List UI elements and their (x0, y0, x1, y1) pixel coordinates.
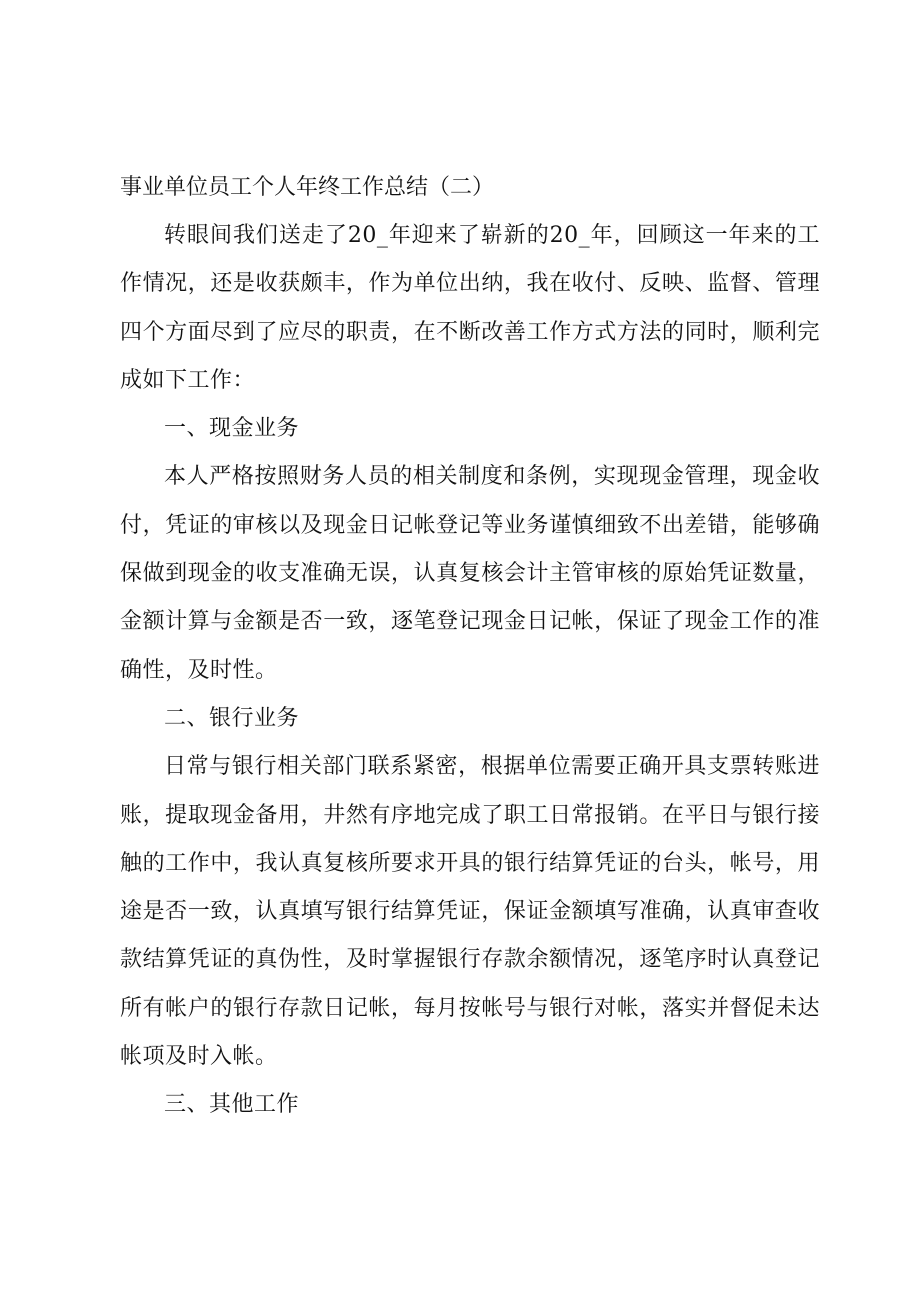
section-heading-other: 三、其他工作 (164, 1092, 300, 1118)
intro-paragraph: 转眼间我们送走了20_年迎来了崭新的20_年，回顾这一年来的工作情况，还是收获颇丰，作为单位出纳，我在收付、反映、监督、管理四个方面尽到了应尽的职责，在不断改善工作方式方法的同时，顺利完成如下工作： (120, 223, 820, 393)
section-heading-cash: 一、现金业务 (164, 416, 300, 442)
section-body-bank: 日常与银行相关部门联系紧密，根据单位需要正确开具支票转账进账，提取现金备用，井然有序地完成了职工日常报销。在平日与银行接触的工作中，我认真复核所要求开具的银行结算凭证的台头，帐号，用途是否一致，认真填写银行结算凭证，保证金额填写准确，认真审查收款结算凭证的真伪性，及时掌握银行存款余额情况，逐笔序时认真登记所有帐户的银行存款日记帐，每月按帐号与银行对帐，落实并督促未达帐项及时入帐。 (120, 754, 820, 1070)
document-title: 事业单位员工个人年终工作总结（二） (120, 175, 495, 200)
section-heading-bank: 二、银行业务 (164, 705, 300, 731)
section-body-cash: 本人严格按照财务人员的相关制度和条例，实现现金管理，现金收付，凭证的审核以及现金日记帐登记等业务谨慎细致不出差错，能够确保做到现金的收支准确无误，认真复核会计主管审核的原始凭证数量，金额计算与金额是否一致，逐笔登记现金日记帐，保证了现金工作的准确性，及时性。 (120, 464, 820, 683)
document-body (120, 164, 820, 1130)
